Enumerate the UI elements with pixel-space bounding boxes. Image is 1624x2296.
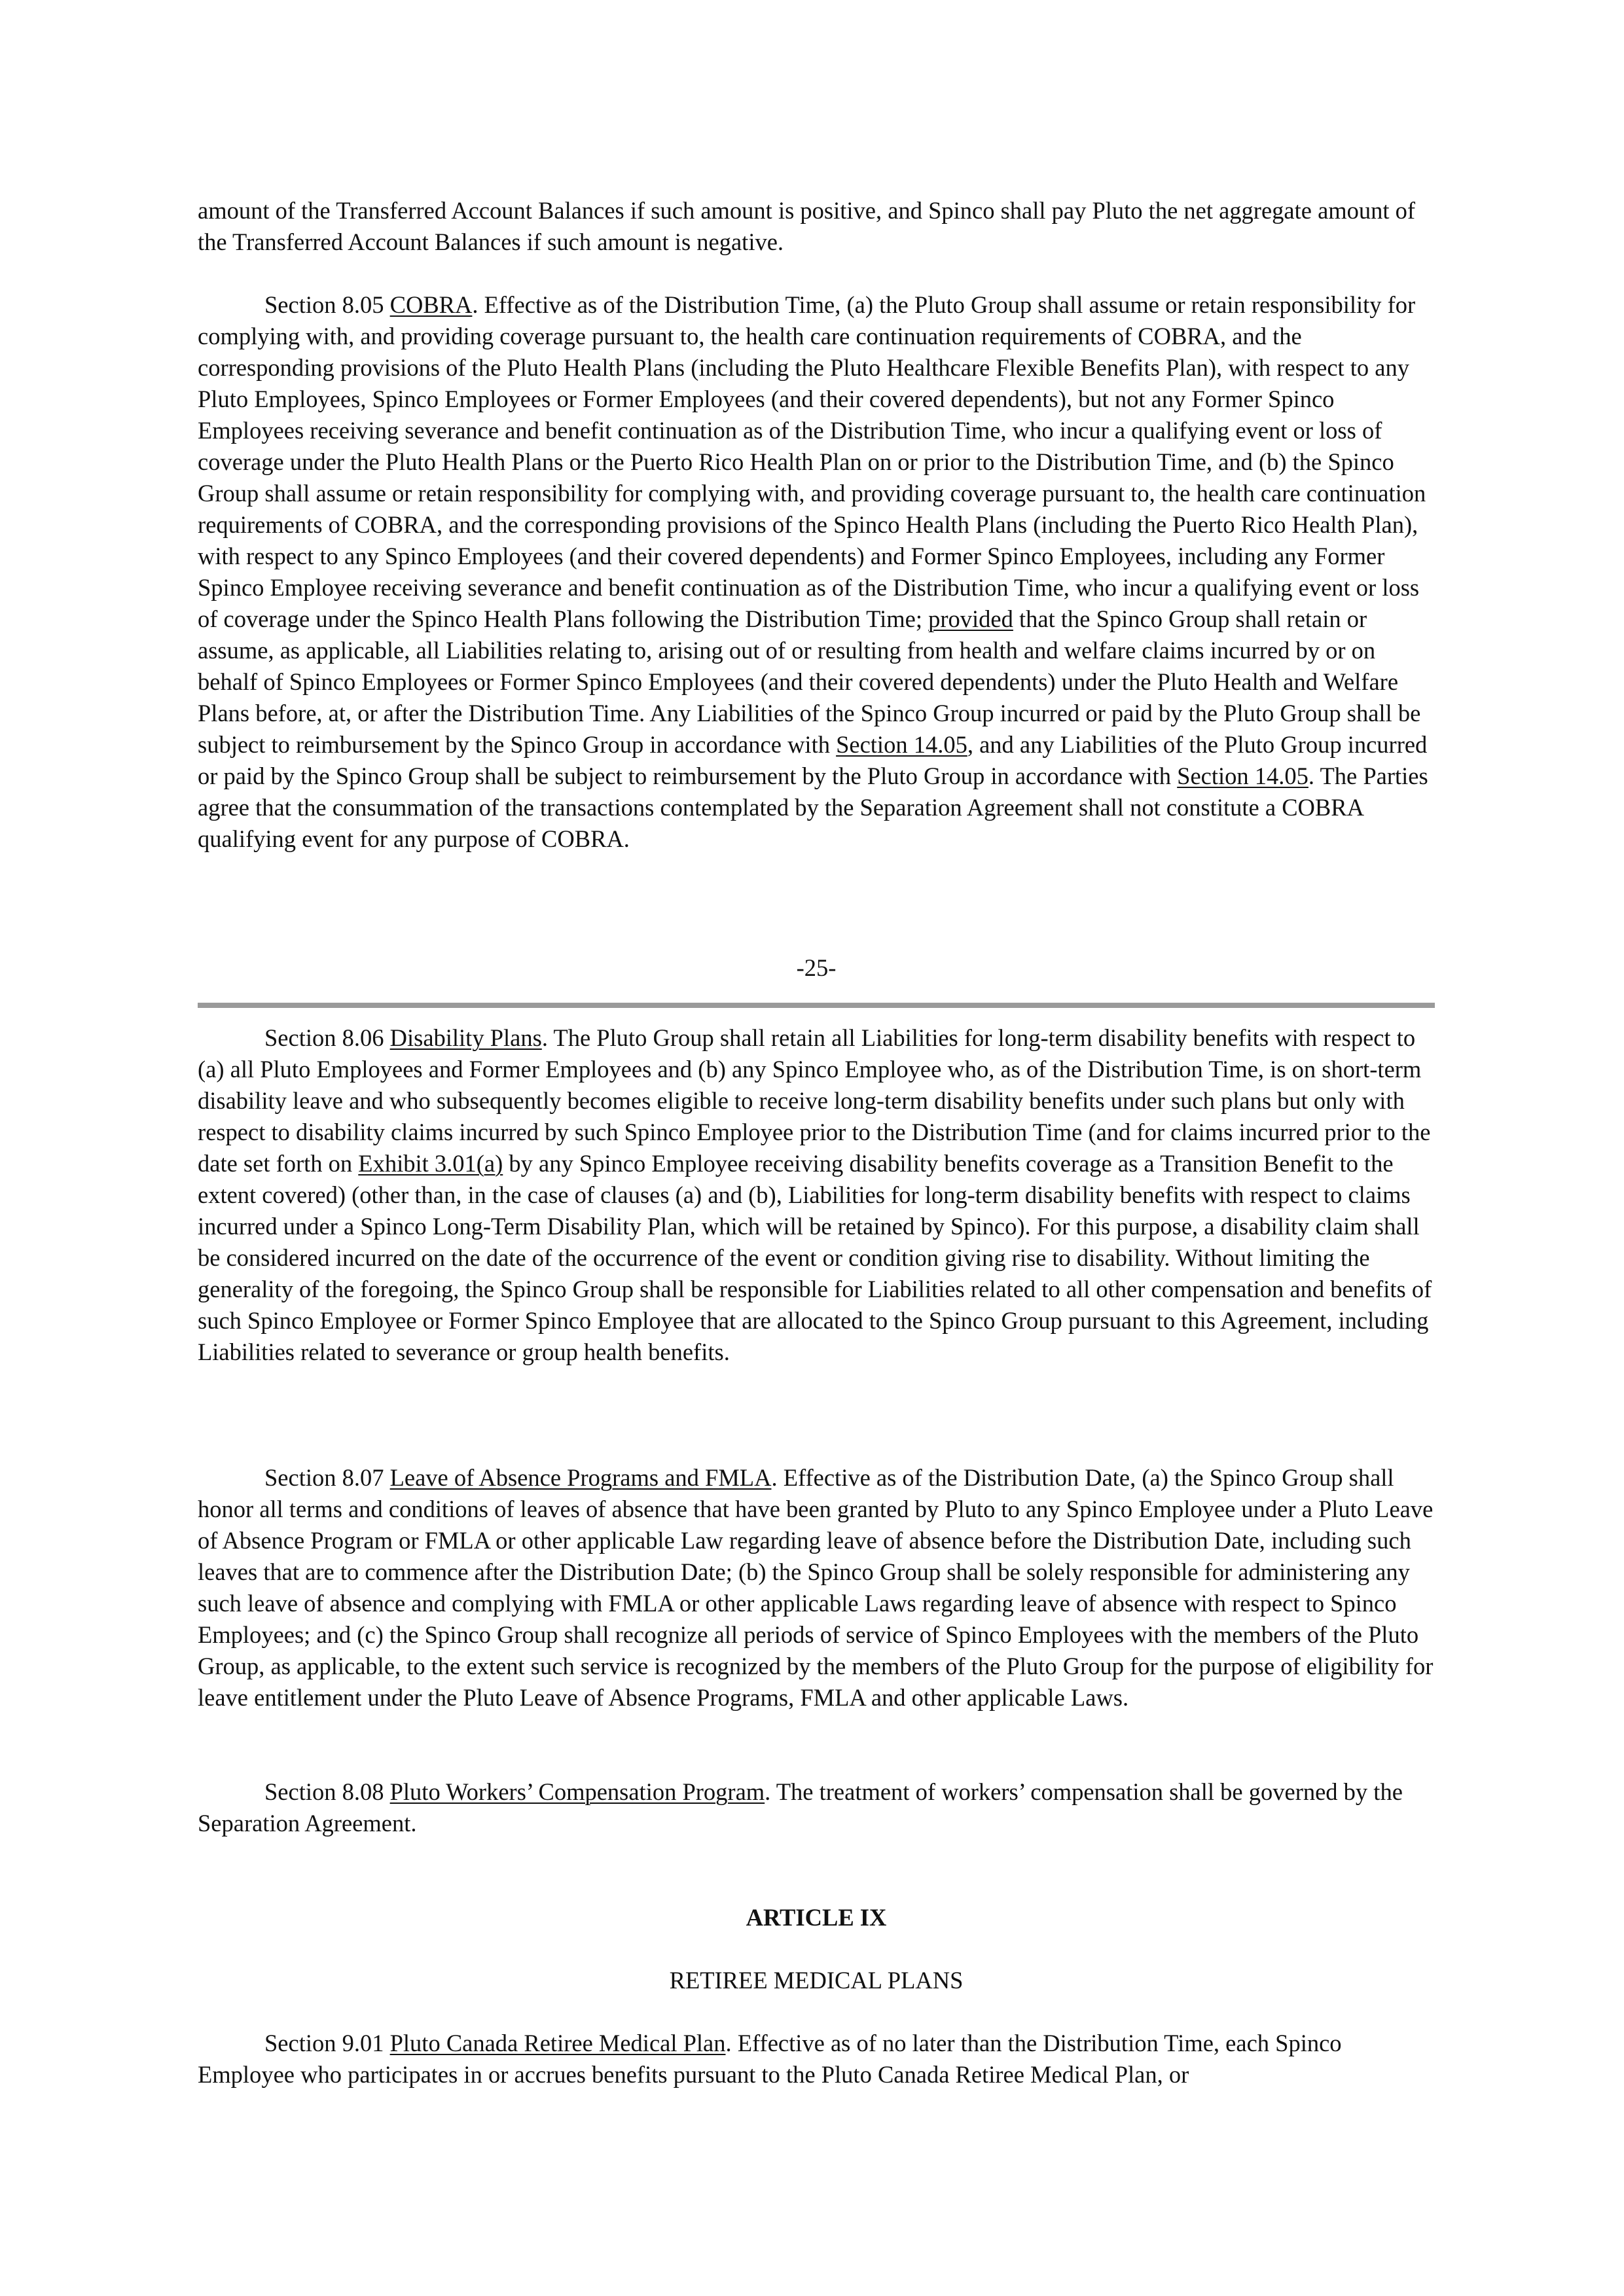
article-heading: ARTICLE IX xyxy=(746,1904,887,1931)
section-8-06-text-1: . The Pluto Group shall retain all Liabilities for long-term disability benefits with respect to (a) all Pluto Employees and Former Employees and (b) any Spinco Employee who, as of the Distribution Time, is on short-term disability leave and who subsequently becomes eligible to receive long-term disability benefits under such plans but only with respect to disability claims incurred by such Spinco Employee prior to the Distribution Time (and for claims incurred prior to the date set forth on xyxy=(198,1024,1431,1177)
section-8-06-number: Section 8.06 xyxy=(264,1024,384,1051)
section-8-07-number: Section 8.07 xyxy=(264,1464,384,1491)
section-8-05-text-1: . Effective as of the Distribution Time, (a) the Pluto Group shall assume or retain responsibility for complying with, and providing coverage pursuant to, the health care continuation requirements of COBRA, and the corresponding provisions of the Pluto Health Plans (including the Pluto Healthcare Flexible Benefits Plan), with respect to any Pluto Employees, Spinco Employees or Former Employees (and their covered dependents), but not any Former Spinco Employees receiving severance and benefit continuation as of the Distribution Time, who incur a qualifying event or loss of coverage under the Pluto Health Plans or the Puerto Rico Health Plan on or prior to the Distribution Time, and (b) the Spinco Group shall assume or retain responsibility for complying with, and providing coverage pursuant to, the health care continuation requirements of COBRA, and the corresponding provisions of the Spinco Health Plans (including the Puerto Rico Health Plan), with respect to any Spinco Employees (and their covered dependents) and Former Spinco Employees, including any Former Spinco Employee receiving severance and benefit continuation as of the Distribution Time, who incur a qualifying event or loss of coverage under the Spinco Health Plans following the Distribution Time; xyxy=(198,291,1426,632)
section-8-05-paragraph xyxy=(198,289,1435,855)
section-8-08-paragraph xyxy=(198,1776,1435,1839)
section-8-05-text-2: that the Spinco Group shall retain or assume, as applicable, all Liabilities relating to, arising out of or resulting from health and welfare claims incurred by or on behalf of Spinco Employees or Former Spinco Employees (and their covered dependents) under the Pluto Health and Welfare Plans before, at, or after the Distribution Time. Any Liabilities of the Spinco Group incurred or paid by the Pluto Group shall be subject to reimbursement by the Spinco Group in accordance with xyxy=(198,605,1421,758)
section-9-01-number: Section 9.01 xyxy=(264,2030,384,2056)
continued-paragraph: amount of the Transferred Account Balances if such amount is positive, and Spinco shall pay Pluto the net aggregate amount of the Transferred Account Balances if such amount is negative. xyxy=(198,197,1416,255)
section-9-01-title: Pluto Canada Retiree Medical Plan xyxy=(389,2030,726,2056)
provided-term: provided xyxy=(928,605,1013,632)
section-8-05-text-4: . The Parties agree that the consummation of the transactions contemplated by the Separation Agreement shall not constitute a COBRA qualifying event for any purpose of COBRA. xyxy=(198,762,1428,852)
section-14-05-reference-2: Section 14.05 xyxy=(1177,762,1308,789)
section-8-08-text-1: . The treatment of workers’ compensation shall be governed by the Separation Agreement. xyxy=(198,1778,1403,1837)
section-8-06-title: Disability Plans xyxy=(389,1024,542,1051)
section-8-06-paragraph xyxy=(198,1022,1435,1368)
section-8-08-title: Pluto Workers’ Compensation Program xyxy=(389,1778,765,1805)
section-8-08-number: Section 8.08 xyxy=(264,1778,384,1805)
section-14-05-reference-1: Section 14.05 xyxy=(836,731,967,758)
section-8-05-text-3: , and any Liabilities of the Pluto Group incurred or paid by the Spinco Group shall be subject to reimbursement by the Pluto Group in accordance with xyxy=(198,731,1428,789)
section-8-06-text-2: by any Spinco Employee receiving disability benefits coverage as a Transition Benefit to the extent covered) (other than, in the case of clauses (a) and (b), Liabilities for long-term disability benefits with respect to claims incurred under a Spinco Long-Term Disability Plan, which will be retained by Spinco). For this purpose, a disability claim shall be considered incurred on the date of the occurrence of the event or condition giving rise to disability. Without limiting the generality of the foregoing, the Spinco Group shall be responsible for Liabilities related to all other compensation and benefits of such Spinco Employee or Former Spinco Employee that are allocated to the Spinco Group pursuant to this Agreement, including Liabilities related to severance or group health benefits. xyxy=(198,1150,1432,1365)
section-9-01-text-1: . Effective as of no later than the Distribution Time, each Spinco Employee who participates in or accrues benefits pursuant to the Pluto Canada Retiree Medical Plan, or xyxy=(198,2030,1342,2088)
section-8-07-text-1: . Effective as of the Distribution Date, (a) the Spinco Group shall honor all terms and conditions of leaves of absence that have been granted by Pluto to any Spinco Employee under a Pluto Leave of Absence Program or FMLA or other applicable Law regarding leave of absence before the Distribution Date, including such leaves that are to commence after the Distribution Date; (b) the Spinco Group shall be solely responsible for administering any such leave of absence and complying with FMLA or other applicable Laws regarding leave of absence with respect to Spinco Employees; and (c) the Spinco Group shall recognize all periods of service of Spinco Employees with the members of the Pluto Group, as applicable, to the extent such service is recognized by the members of the Pluto Group for the purpose of eligibility for leave entitlement under the Pluto Leave of Absence Programs, FMLA and other applicable Laws. xyxy=(198,1464,1434,1711)
article-subheading: RETIREE MEDICAL PLANS xyxy=(669,1967,964,1994)
section-8-05-title: COBRA xyxy=(389,291,473,318)
page-divider xyxy=(198,1003,1435,1008)
section-8-07-paragraph xyxy=(198,1462,1435,1713)
exhibit-3-01a-reference: Exhibit 3.01(a) xyxy=(358,1150,503,1177)
section-8-07-title: Leave of Absence Programs and FMLA xyxy=(389,1464,772,1491)
section-9-01-paragraph xyxy=(198,2028,1435,2090)
section-8-05-number: Section 8.05 xyxy=(264,291,384,318)
page-number: -25- xyxy=(796,954,837,981)
